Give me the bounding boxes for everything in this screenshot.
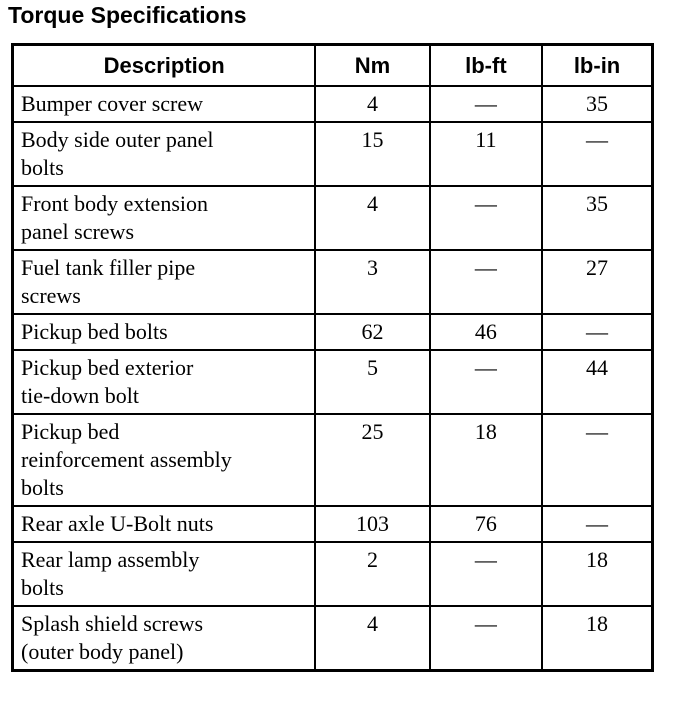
description-line: bolts bbox=[21, 155, 64, 180]
lb-ft-value-cell: 18 bbox=[430, 414, 542, 506]
description-cell bbox=[13, 86, 316, 122]
lb-in-value-cell: 35 bbox=[542, 186, 652, 250]
column-header-nm: Nm bbox=[315, 45, 429, 87]
description-line: Rear lamp assembly bbox=[21, 547, 200, 572]
description-line: Fuel tank filler pipe bbox=[21, 255, 196, 280]
nm-value-cell: 2 bbox=[315, 542, 429, 606]
column-header-lb-ft: lb-ft bbox=[430, 45, 542, 87]
lb-in-value-cell: — bbox=[542, 122, 652, 186]
lb-in-value-cell: — bbox=[542, 506, 652, 542]
description-line: Body side outer panel bbox=[21, 127, 214, 152]
table-row bbox=[13, 542, 653, 606]
table-row bbox=[13, 122, 653, 186]
table-row bbox=[13, 606, 653, 671]
lb-ft-value-cell: — bbox=[430, 250, 542, 314]
description-line: Pickup bed exterior bbox=[21, 355, 194, 380]
lb-ft-value-cell: 76 bbox=[430, 506, 542, 542]
description-cell bbox=[13, 186, 316, 250]
lb-ft-value-cell: — bbox=[430, 186, 542, 250]
description-line: Front body extension bbox=[21, 191, 208, 216]
description-line: Rear axle U-Bolt nuts bbox=[21, 511, 214, 536]
torque-specifications-table bbox=[11, 43, 654, 672]
column-header-lb-in: lb-in bbox=[542, 45, 652, 87]
description-line: bolts bbox=[21, 575, 64, 600]
description-cell bbox=[13, 122, 316, 186]
description-line: bolts bbox=[21, 475, 64, 500]
description-line: (outer body panel) bbox=[21, 639, 184, 664]
nm-value-cell: 15 bbox=[315, 122, 429, 186]
description-line: tie-down bolt bbox=[21, 383, 139, 408]
description-line: Splash shield screws bbox=[21, 611, 204, 636]
description-cell bbox=[13, 542, 316, 606]
description-cell bbox=[13, 350, 316, 414]
description-cell bbox=[13, 606, 316, 671]
description-line: screws bbox=[21, 283, 81, 308]
nm-value-cell: 25 bbox=[315, 414, 429, 506]
table-row bbox=[13, 250, 653, 314]
nm-value-cell: 103 bbox=[315, 506, 429, 542]
table-body bbox=[13, 86, 653, 671]
table-header-row bbox=[13, 45, 653, 87]
lb-ft-value-cell: 46 bbox=[430, 314, 542, 350]
nm-value-cell: 3 bbox=[315, 250, 429, 314]
description-line: panel screws bbox=[21, 219, 135, 244]
description-cell bbox=[13, 414, 316, 506]
table-row bbox=[13, 350, 653, 414]
lb-ft-value-cell: — bbox=[430, 86, 542, 122]
description-cell bbox=[13, 314, 316, 350]
description-cell bbox=[13, 506, 316, 542]
lb-in-value-cell: 44 bbox=[542, 350, 652, 414]
description-line: Pickup bed bbox=[21, 419, 120, 444]
table-row bbox=[13, 414, 653, 506]
lb-ft-value-cell: — bbox=[430, 542, 542, 606]
document-title: Torque Specifications bbox=[8, 2, 247, 28]
nm-value-cell: 62 bbox=[315, 314, 429, 350]
column-header-description: Description bbox=[13, 45, 316, 87]
lb-in-value-cell: — bbox=[542, 414, 652, 506]
nm-value-cell: 4 bbox=[315, 186, 429, 250]
description-line: reinforcement assembly bbox=[21, 447, 232, 472]
table-row bbox=[13, 314, 653, 350]
lb-ft-value-cell: — bbox=[430, 606, 542, 671]
lb-ft-value-cell: 11 bbox=[430, 122, 542, 186]
description-line: Pickup bed bolts bbox=[21, 319, 168, 344]
lb-in-value-cell: 18 bbox=[542, 606, 652, 671]
nm-value-cell: 4 bbox=[315, 606, 429, 671]
lb-ft-value-cell: — bbox=[430, 350, 542, 414]
description-cell bbox=[13, 250, 316, 314]
lb-in-value-cell: 18 bbox=[542, 542, 652, 606]
lb-in-value-cell: — bbox=[542, 314, 652, 350]
nm-value-cell: 4 bbox=[315, 86, 429, 122]
description-line: Bumper cover screw bbox=[21, 91, 204, 116]
nm-value-cell: 5 bbox=[315, 350, 429, 414]
table-row bbox=[13, 186, 653, 250]
lb-in-value-cell: 35 bbox=[542, 86, 652, 122]
table-row bbox=[13, 86, 653, 122]
lb-in-value-cell: 27 bbox=[542, 250, 652, 314]
table-row bbox=[13, 506, 653, 542]
